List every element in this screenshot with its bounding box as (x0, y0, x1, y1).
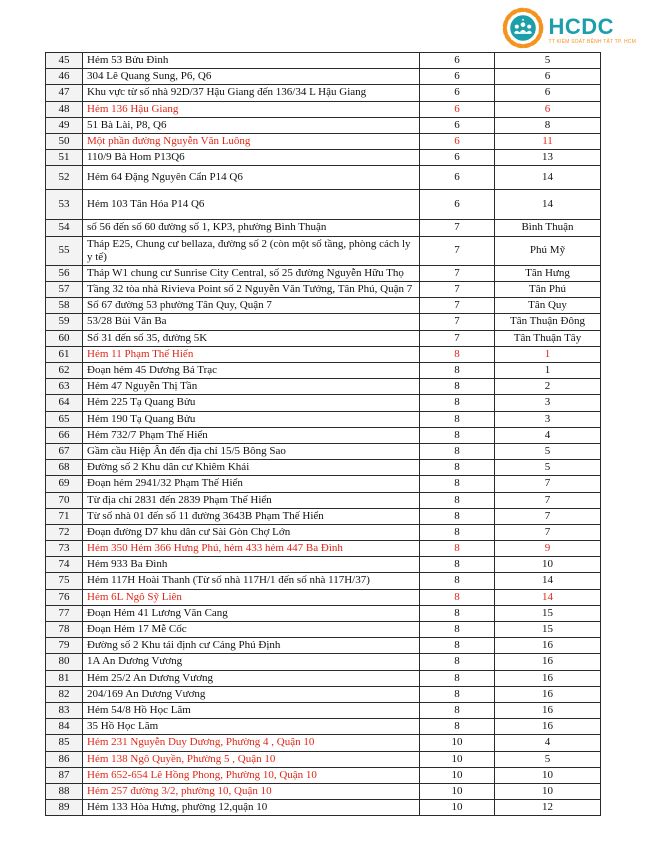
row-district-cell: 8 (420, 524, 495, 540)
table-row (46, 85, 601, 101)
row-ward-cell: 7 (495, 492, 601, 508)
table-row (46, 443, 601, 459)
table-row (46, 330, 601, 346)
row-district-cell: 8 (420, 492, 495, 508)
row-district-cell: 8 (420, 557, 495, 573)
row-district-cell: 8 (420, 379, 495, 395)
row-number-cell: 78 (46, 622, 83, 638)
row-ward-cell: 14 (495, 166, 601, 190)
row-number-cell: 88 (46, 783, 83, 799)
row-ward-cell: 7 (495, 508, 601, 524)
row-number-cell: 60 (46, 330, 83, 346)
row-district-cell: 6 (420, 85, 495, 101)
row-number-cell: 62 (46, 363, 83, 379)
row-address-cell: Tầng 32 tòa nhà Rivieva Point số 2 Nguyễn Văn Tưởng, Tân Phú, Quận 7 (83, 282, 420, 298)
table-row (46, 524, 601, 540)
row-ward-cell: 15 (495, 605, 601, 621)
table-row (46, 460, 601, 476)
row-district-cell: 8 (420, 460, 495, 476)
row-address-cell: Đoạn hẻm 2941/32 Phạm Thế Hiển (83, 476, 420, 492)
table-row (46, 605, 601, 621)
row-ward-cell: 14 (495, 573, 601, 589)
row-address-cell: 110/9 Bà Hom P13Q6 (83, 150, 420, 166)
row-address-cell: Hẻm 47 Nguyễn Thị Tần (83, 379, 420, 395)
row-number-cell: 75 (46, 573, 83, 589)
table-row (46, 427, 601, 443)
zone-table (45, 52, 601, 816)
row-district-cell: 6 (420, 69, 495, 85)
row-ward-cell: 15 (495, 622, 601, 638)
table-row (46, 190, 601, 220)
row-address-cell: Hẻm 933 Ba Đình (83, 557, 420, 573)
table-row (46, 622, 601, 638)
row-address-cell: Đoạn hẻm 45 Dương Bá Trạc (83, 363, 420, 379)
row-district-cell: 8 (420, 427, 495, 443)
row-ward-cell: 5 (495, 53, 601, 69)
row-address-cell: Hẻm 225 Tạ Quang Bửu (83, 395, 420, 411)
row-address-cell: Hẻm 64 Đặng Nguyên Cẩn P14 Q6 (83, 166, 420, 190)
row-number-cell: 89 (46, 800, 83, 816)
row-ward-cell: 10 (495, 783, 601, 799)
row-ward-cell: 5 (495, 443, 601, 459)
row-address-cell: 1A An Dương Vương (83, 654, 420, 670)
row-number-cell: 51 (46, 150, 83, 166)
row-ward-cell: 7 (495, 524, 601, 540)
row-district-cell: 8 (420, 670, 495, 686)
table-row (46, 654, 601, 670)
table-row (46, 265, 601, 281)
row-district-cell: 10 (420, 783, 495, 799)
table-row (46, 363, 601, 379)
row-address-cell: 304 Lê Quang Sung, P6, Q6 (83, 69, 420, 85)
table-row (46, 117, 601, 133)
table-row (46, 236, 601, 265)
row-district-cell: 6 (420, 53, 495, 69)
row-address-cell: 204/169 An Dương Vương (83, 686, 420, 702)
row-address-cell: Từ địa chỉ 2831 đến 2839 Phạm Thế Hiển (83, 492, 420, 508)
row-ward-cell: Tân Phú (495, 282, 601, 298)
row-district-cell: 6 (420, 117, 495, 133)
row-address-cell: Hẻm 54/8 Hồ Học Lãm (83, 702, 420, 718)
row-ward-cell: Phú Mỹ (495, 236, 601, 265)
row-address-cell: Hẻm 138 Ngô Quyền, Phường 5 , Quận 10 (83, 751, 420, 767)
row-number-cell: 68 (46, 460, 83, 476)
row-number-cell: 53 (46, 190, 83, 220)
row-address-cell: Số 31 đến số 35, đường 5K (83, 330, 420, 346)
row-ward-cell: 1 (495, 363, 601, 379)
row-ward-cell: 16 (495, 719, 601, 735)
row-number-cell: 63 (46, 379, 83, 395)
table-row (46, 314, 601, 330)
table-row (46, 133, 601, 149)
table-row (46, 719, 601, 735)
hcdc-logo-tagline: TT KIỂM SOÁT BỆNH TẬT TP. HCM (548, 39, 636, 45)
table-row (46, 411, 601, 427)
table-row (46, 53, 601, 69)
row-district-cell: 8 (420, 476, 495, 492)
row-district-cell: 6 (420, 101, 495, 117)
table-row (46, 282, 601, 298)
row-number-cell: 84 (46, 719, 83, 735)
row-district-cell: 7 (420, 236, 495, 265)
row-ward-cell: 5 (495, 460, 601, 476)
row-district-cell: 10 (420, 751, 495, 767)
row-address-cell: Hẻm 231 Nguyễn Duy Dương, Phường 4 , Quận 10 (83, 735, 420, 751)
table-row (46, 573, 601, 589)
row-district-cell: 8 (420, 411, 495, 427)
row-district-cell: 8 (420, 443, 495, 459)
row-district-cell: 8 (420, 654, 495, 670)
row-number-cell: 52 (46, 166, 83, 190)
row-address-cell: Hẻm 652-654 Lê Hồng Phong, Phường 10, Quận 10 (83, 767, 420, 783)
row-address-cell: 53/28 Bùi Văn Ba (83, 314, 420, 330)
row-address-cell: Hẻm 190 Tạ Quang Bửu (83, 411, 420, 427)
row-address-cell: Hẻm 103 Tân Hóa P14 Q6 (83, 190, 420, 220)
row-number-cell: 67 (46, 443, 83, 459)
row-district-cell: 8 (420, 346, 495, 362)
table-row (46, 686, 601, 702)
row-ward-cell: 4 (495, 735, 601, 751)
row-number-cell: 69 (46, 476, 83, 492)
row-number-cell: 45 (46, 53, 83, 69)
row-district-cell: 8 (420, 686, 495, 702)
row-address-cell: Hẻm 53 Bửu Đình (83, 53, 420, 69)
row-number-cell: 83 (46, 702, 83, 718)
row-address-cell: Hẻm 350 Hẻm 366 Hưng Phú, hẻm 433 hẻm 447 Ba Đình (83, 541, 420, 557)
table-row (46, 783, 601, 799)
row-ward-cell: 4 (495, 427, 601, 443)
row-number-cell: 57 (46, 282, 83, 298)
row-address-cell: Đoạn đường D7 khu dân cư Sài Gòn Chợ Lớn (83, 524, 420, 540)
row-district-cell: 8 (420, 589, 495, 605)
row-number-cell: 86 (46, 751, 83, 767)
row-number-cell: 65 (46, 411, 83, 427)
row-number-cell: 59 (46, 314, 83, 330)
row-ward-cell: Bình Thuận (495, 220, 601, 236)
row-number-cell: 76 (46, 589, 83, 605)
zone-table-container (45, 52, 600, 816)
row-address-cell: Khu vực từ số nhà 92D/37 Hậu Giang đến 136/34 L Hậu Giang (83, 85, 420, 101)
row-number-cell: 66 (46, 427, 83, 443)
table-row (46, 800, 601, 816)
row-number-cell: 56 (46, 265, 83, 281)
row-ward-cell: 16 (495, 638, 601, 654)
zone-table-body (46, 53, 601, 816)
row-district-cell: 7 (420, 330, 495, 346)
row-number-cell: 79 (46, 638, 83, 654)
row-ward-cell: 11 (495, 133, 601, 149)
row-district-cell: 8 (420, 719, 495, 735)
row-address-cell: Gầm cầu Hiệp Ân đến địa chỉ 15/5 Bông Sao (83, 443, 420, 459)
table-row (46, 476, 601, 492)
row-number-cell: 49 (46, 117, 83, 133)
row-district-cell: 6 (420, 190, 495, 220)
row-ward-cell: 6 (495, 85, 601, 101)
row-ward-cell: 3 (495, 395, 601, 411)
table-row (46, 69, 601, 85)
row-number-cell: 54 (46, 220, 83, 236)
row-ward-cell: 3 (495, 411, 601, 427)
row-district-cell: 7 (420, 298, 495, 314)
row-ward-cell: 14 (495, 190, 601, 220)
row-district-cell: 6 (420, 166, 495, 190)
row-ward-cell: 9 (495, 541, 601, 557)
table-row (46, 735, 601, 751)
table-row (46, 589, 601, 605)
row-ward-cell: 16 (495, 654, 601, 670)
table-row (46, 670, 601, 686)
row-number-cell: 61 (46, 346, 83, 362)
row-ward-cell: 10 (495, 767, 601, 783)
hcdc-logo-title: HCDC (548, 14, 615, 39)
row-ward-cell: 6 (495, 101, 601, 117)
table-row (46, 150, 601, 166)
row-number-cell: 82 (46, 686, 83, 702)
row-number-cell: 74 (46, 557, 83, 573)
row-address-cell: Đoạn Hẻm 41 Lương Văn Cang (83, 605, 420, 621)
row-number-cell: 80 (46, 654, 83, 670)
table-row (46, 492, 601, 508)
row-district-cell: 6 (420, 133, 495, 149)
row-address-cell: 35 Hồ Học Lãm (83, 719, 420, 735)
table-row (46, 298, 601, 314)
row-number-cell: 77 (46, 605, 83, 621)
row-number-cell: 64 (46, 395, 83, 411)
row-address-cell: Tháp E25, Chung cư bellaza, đường số 2 (còn một số tầng, phòng cách ly y tế) (83, 236, 420, 265)
row-district-cell: 8 (420, 702, 495, 718)
row-address-cell: Hẻm 25/2 An Dương Vương (83, 670, 420, 686)
row-address-cell: 51 Bà Lài, P8, Q6 (83, 117, 420, 133)
table-row (46, 166, 601, 190)
row-address-cell: Đường số 2 Khu dân cư Khiêm Khái (83, 460, 420, 476)
row-ward-cell: 16 (495, 702, 601, 718)
row-ward-cell: Tân Quy (495, 298, 601, 314)
row-number-cell: 50 (46, 133, 83, 149)
row-district-cell: 8 (420, 573, 495, 589)
row-address-cell: Số 67 đường 53 phường Tân Quy, Quận 7 (83, 298, 420, 314)
row-address-cell: Đoạn Hẻm 17 Mễ Cốc (83, 622, 420, 638)
row-ward-cell: 1 (495, 346, 601, 362)
row-number-cell: 58 (46, 298, 83, 314)
row-district-cell: 10 (420, 800, 495, 816)
table-row (46, 702, 601, 718)
row-district-cell: 6 (420, 150, 495, 166)
row-number-cell: 48 (46, 101, 83, 117)
hcdc-logo-icon (502, 7, 544, 54)
row-number-cell: 71 (46, 508, 83, 524)
row-ward-cell: 13 (495, 150, 601, 166)
row-number-cell: 87 (46, 767, 83, 783)
row-ward-cell: 16 (495, 670, 601, 686)
row-district-cell: 8 (420, 363, 495, 379)
row-ward-cell: 10 (495, 557, 601, 573)
row-ward-cell: 14 (495, 589, 601, 605)
table-row (46, 379, 601, 395)
table-row (46, 767, 601, 783)
row-ward-cell: Tân Hưng (495, 265, 601, 281)
row-district-cell: 10 (420, 767, 495, 783)
row-district-cell: 10 (420, 735, 495, 751)
row-address-cell: Hẻm 136 Hậu Giang (83, 101, 420, 117)
row-address-cell: Đường số 2 Khu tái định cư Cảng Phú Định (83, 638, 420, 654)
row-number-cell: 72 (46, 524, 83, 540)
row-ward-cell: 16 (495, 686, 601, 702)
table-row (46, 638, 601, 654)
row-district-cell: 8 (420, 541, 495, 557)
hcdc-logo (502, 7, 637, 54)
row-ward-cell: 8 (495, 117, 601, 133)
row-address-cell: Hẻm 133 Hòa Hưng, phường 12,quận 10 (83, 800, 420, 816)
row-district-cell: 7 (420, 265, 495, 281)
row-address-cell: Tháp W1 chung cư Sunrise City Central, số 25 đường Nguyễn Hữu Thọ (83, 265, 420, 281)
table-row (46, 101, 601, 117)
row-district-cell: 8 (420, 508, 495, 524)
row-address-cell: Hẻm 257 đường 3/2, phường 10, Quận 10 (83, 783, 420, 799)
row-address-cell: Hẻm 117H Hoài Thanh (Từ số nhà 117H/1 đến số nhà 117H/37) (83, 573, 420, 589)
row-number-cell: 70 (46, 492, 83, 508)
row-number-cell: 73 (46, 541, 83, 557)
table-row (46, 395, 601, 411)
row-ward-cell: Tân Thuận Đông (495, 314, 601, 330)
row-ward-cell: 12 (495, 800, 601, 816)
row-address-cell: Hẻm 732/7 Phạm Thế Hiển (83, 427, 420, 443)
row-number-cell: 81 (46, 670, 83, 686)
table-row (46, 557, 601, 573)
row-district-cell: 7 (420, 314, 495, 330)
row-address-cell: Một phần đường Nguyễn Văn Luông (83, 133, 420, 149)
row-address-cell: Hẻm 11 Phạm Thế Hiển (83, 346, 420, 362)
row-district-cell: 8 (420, 622, 495, 638)
table-row (46, 220, 601, 236)
row-ward-cell: 5 (495, 751, 601, 767)
row-ward-cell: 6 (495, 69, 601, 85)
row-district-cell: 8 (420, 605, 495, 621)
row-address-cell: Hẻm 6L Ngô Sỹ Liên (83, 589, 420, 605)
row-district-cell: 7 (420, 220, 495, 236)
row-address-cell: số 56 đến số 60 đường số 1, KP3, phường Bình Thuận (83, 220, 420, 236)
row-number-cell: 46 (46, 69, 83, 85)
table-row (46, 346, 601, 362)
table-row (46, 541, 601, 557)
row-address-cell: Từ số nhà 01 đến số 11 đường 3643B Phạm Thế Hiển (83, 508, 420, 524)
row-number-cell: 55 (46, 236, 83, 265)
row-ward-cell: 2 (495, 379, 601, 395)
table-row (46, 751, 601, 767)
row-ward-cell: 7 (495, 476, 601, 492)
row-ward-cell: Tân Thuận Tây (495, 330, 601, 346)
row-number-cell: 85 (46, 735, 83, 751)
row-district-cell: 7 (420, 282, 495, 298)
row-district-cell: 8 (420, 638, 495, 654)
table-row (46, 508, 601, 524)
row-district-cell: 8 (420, 395, 495, 411)
row-number-cell: 47 (46, 85, 83, 101)
